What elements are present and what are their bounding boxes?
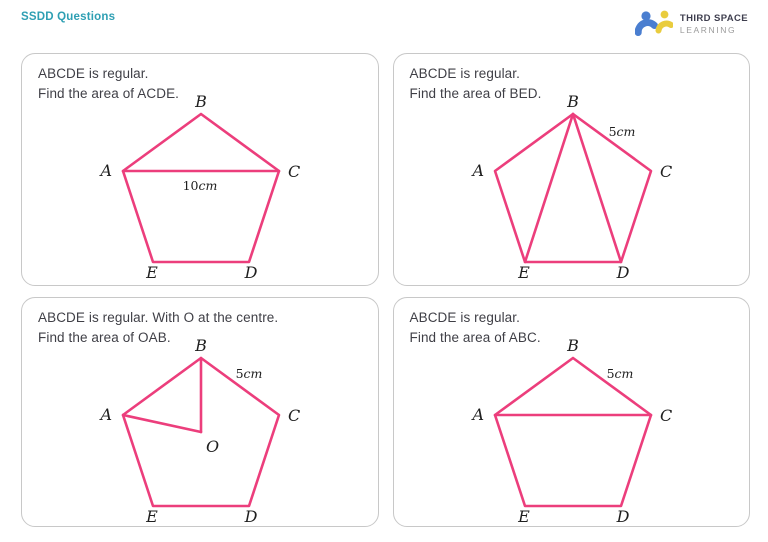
question-grid: [0, 53, 768, 527]
question-text-line: Find the area of ACDE.: [38, 85, 180, 101]
vertex-label-E: E: [146, 507, 158, 526]
vertex-label-A: A: [100, 161, 112, 180]
vertex-label-E: E: [517, 263, 530, 282]
vertex-label-B: B: [566, 92, 579, 111]
question-text-line: ABCDE is regular.: [409, 310, 520, 325]
question-text-line: Find the area of OAB.: [38, 329, 171, 345]
question-card-4: [393, 297, 751, 527]
vertex-label-D: D: [616, 507, 629, 526]
question-text-line: Find the area of BED.: [409, 85, 542, 101]
question-text-line: ABCDE is regular. With O at the centre.: [38, 310, 279, 325]
question-text: [22, 54, 378, 103]
logo-wordmark-line1: THIRD SPACE: [679, 12, 748, 24]
vertex-label-D: D: [244, 507, 258, 526]
question-text: [394, 54, 750, 103]
question-text: [22, 298, 378, 347]
vertex-label-C: C: [659, 162, 672, 181]
logo-wordmark-line2: LEARNING: [679, 24, 737, 35]
question-text: [394, 298, 750, 347]
question-card-1: [21, 53, 379, 286]
vertex-label-D: D: [244, 263, 258, 282]
vertex-label-B: B: [566, 336, 579, 355]
third-space-learning-logo: [635, 9, 748, 39]
question-card-2: [393, 53, 751, 286]
diagonal-line: [525, 114, 573, 262]
vertex-label-A: A: [100, 405, 112, 424]
question-card-3: [21, 297, 379, 527]
dimension-label: 5cm: [608, 124, 635, 139]
diagonal-line: [123, 415, 201, 432]
vertex-label-B: B: [195, 92, 207, 111]
dimension-label: 10cm: [182, 178, 218, 193]
page-header: [0, 0, 768, 53]
vertex-label-B: B: [195, 336, 207, 355]
dimension-label: 5cm: [235, 366, 263, 381]
vertex-label-C: C: [288, 162, 301, 181]
vertex-label-E: E: [146, 263, 158, 282]
vertex-label-C: C: [288, 406, 301, 425]
vertex-label-O: O: [206, 437, 220, 456]
dimension-label: 5cm: [606, 366, 633, 381]
vertex-label-D: D: [616, 263, 629, 282]
page-title: SSDD Questions: [21, 11, 116, 23]
question-text-line: ABCDE is regular.: [38, 66, 149, 81]
logo-wordmark: [680, 13, 748, 36]
question-text-line: Find the area of ABC.: [409, 329, 541, 345]
logo-mark-icon: [635, 9, 673, 39]
vertex-label-E: E: [517, 507, 530, 526]
vertex-label-A: A: [471, 405, 484, 424]
question-text-line: ABCDE is regular.: [409, 66, 520, 81]
vertex-label-C: C: [659, 406, 672, 425]
vertex-label-A: A: [471, 161, 484, 180]
